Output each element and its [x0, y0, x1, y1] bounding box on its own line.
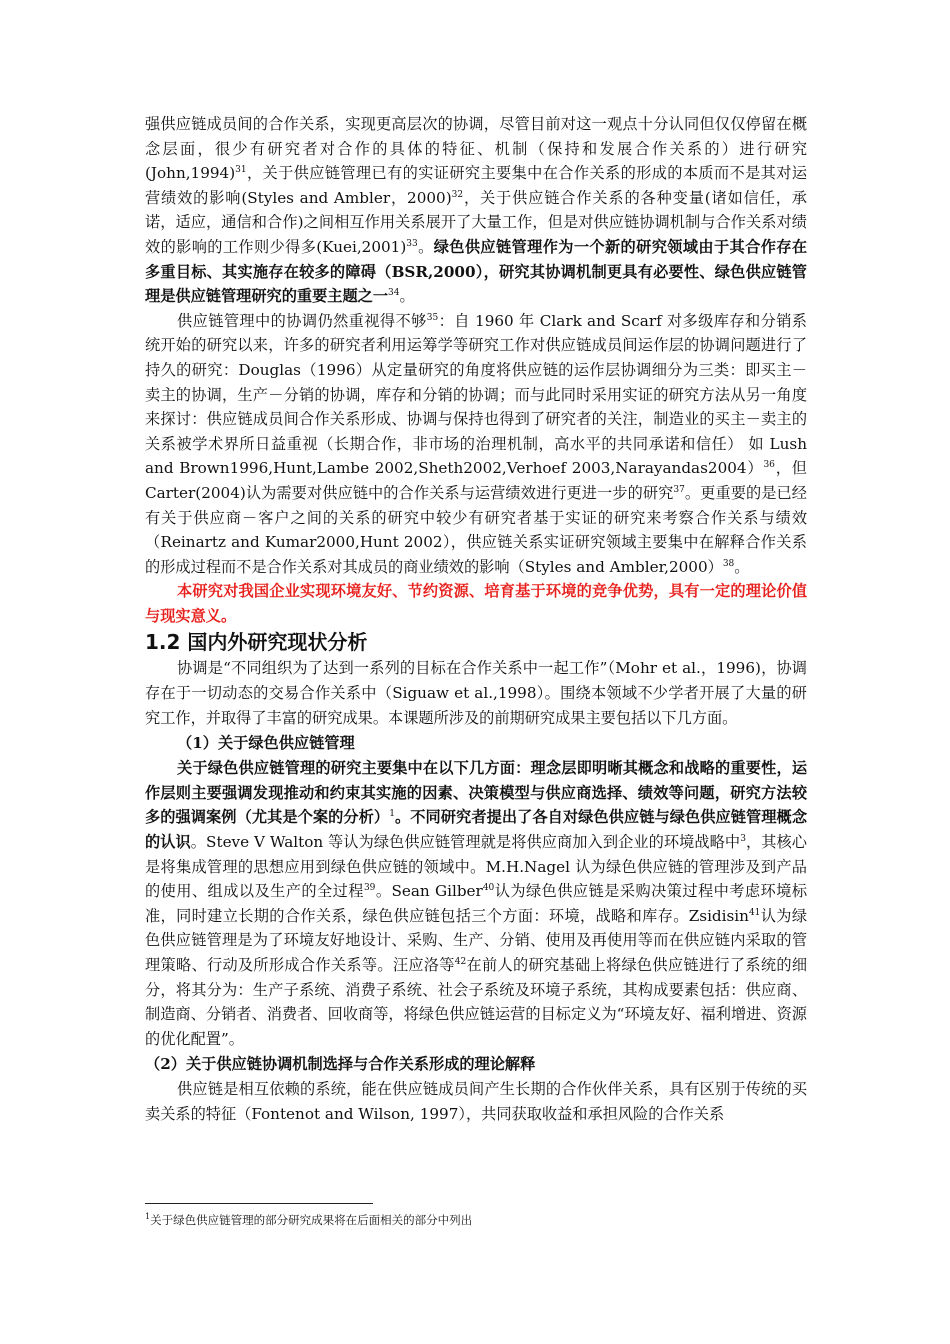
citation-ref: 36: [763, 460, 775, 471]
citation-ref: 37: [673, 484, 685, 495]
text-run: 。Sean Gilber: [375, 882, 483, 901]
paragraph-1: [145, 112, 807, 309]
citation-ref: 40: [482, 883, 495, 894]
text-run: 在前人的研究基础上将绿色供应链进行了系统的细分，将其分为：生产子系统、消费子系统、社会子系统及环境子系统，其构成要素包括：供应商、制造商、分销者、消费者、回收商等，将绿色供应链运营的目标定义为“环境友好、福利增进、资源的优化配置”。: [145, 956, 808, 1048]
citation-ref: 42: [454, 956, 467, 967]
text-run: ，但 Carter(2004)认为需要对供应链中的合作关系与运营绩效进行更进一步的研究: [145, 459, 807, 502]
text-run: 。: [734, 557, 750, 576]
footnote-ref: 1: [389, 809, 395, 820]
citation-ref: 38: [722, 558, 735, 569]
citation-ref: 32: [451, 189, 464, 200]
bold-text-run: 关于绿色供应链管理的研究主要集中在以下几方面：理念层即明晰其概念和战略的重要性，运作层则主要强调发现推动和约束其实施的因素、决策模型与供应商选择、绩效等问题，研究方法较多的强调案例（尤其是个案的分析）: [145, 759, 807, 827]
text-run: ，关于供应链合作关系的各种变量(诸如信任，承诺，适应，通信和合作)之间相互作用关系展开了大量工作，但是对供应链协调机制与合作关系对绩效的影响的工作则少得多(Kuei,2001): [145, 188, 807, 256]
footnote-number: 1: [145, 1212, 151, 1222]
text-run: 。: [417, 237, 434, 256]
paragraph-6: 供应链是相互依赖的系统，能在供应链成员间产生长期的合作伙伴关系，具有区别于传统的买卖关系的特征（Fontenot and Wilson, 1997），共同获取收益和承担风险的合作关系: [145, 1080, 807, 1123]
text-run: 。Steve V Walton 等认为绿色供应链管理就是将供应商加入到企业的环境战略中: [190, 833, 741, 852]
text-run: 。更重要的是已经有关于供应商－客户之间的关系的研究中较少有研究者基于实证的研究来考察合作关系与绩效（Reinartz and Kumar2000,Hunt 2002），供应链关系实证研究领域主要集中在解释合作关系的形成过程而不是合作关系对其成员的商业绩效的影响（Styles and Ambler,2000）: [145, 483, 807, 576]
footnote-separator: [145, 1203, 373, 1204]
paragraph-2: [145, 309, 807, 580]
bold-text-run: 。不同研究者提出了各自对绿色供应链与绿色供应链管理概念的认识: [145, 808, 808, 852]
footnote: [145, 1212, 807, 1228]
paragraph-4: 协调是“不同组织为了达到一系列的目标在合作关系中一起工作”（Mohr et al.，1996)，协调存在于一切动态的交易合作关系中（Siguaw et al.,1998）。围绕本领域不少学者开展了大量的研究工作，并取得了丰富的研究成果。本课题所涉及的前期研究成果主要包括以下几方面。: [145, 659, 807, 727]
text-run: ，关于供应链管理已有的实证研究主要集中在合作关系的形成的本质而不是其对运营绩效的影响(Styles and Ambler，2000): [145, 164, 807, 207]
text-run: 。: [399, 287, 415, 306]
citation-ref: 39: [363, 883, 376, 894]
body-text: [145, 112, 807, 1127]
paragraph-3-highlight: 本研究对我国企业实现环境友好、节约资源、培育基于环境的竞争优势，具有一定的理论价值与现实意义。: [145, 582, 807, 625]
bold-text-run: 绿色供应链管理作为一个新的研究领域由于其合作存在多重目标、其实施存在较多的障碍（BSR,2000），研究其协调机制更具有必要性、绿色供应链管理是供应链管理研究的重要主题之一: [145, 237, 808, 306]
citation-ref: 33: [406, 238, 418, 249]
section-heading-1-2: 1.2 国内外研究现状分析: [145, 630, 368, 655]
citation-ref: 41: [748, 907, 761, 918]
paragraph-5: [145, 756, 807, 1051]
text-run: 认为绿色供应链是采购决策过程中考虑环境标准，同时建立长期的合作关系，绿色供应链包括三个方面：环境，战略和库存。Zsidisin: [145, 882, 808, 925]
text-run: ：自 1960 年 Clark and Scarf 对多级库存和分销系统开始的研究以来，许多的研究者利用运筹学等研究工作对供应链成员间运作层的协调问题进行了持久的研究：Douglas（1996）从定量研究的角度将供应链的运作层协调细分为三类：即买主－卖主的协调，生产－分销的协调，库存和分销的协调；而与此同时采用实证的研究方法从另一角度来探讨：供应链成员间合作关系形成、协调与保持也得到了研究者的关注，制造业的买主－卖主的关系被学术界所日益重视（长期合作，非市场的治理机制，高水平的共同承诺和信任） 如 Lush and Brown1996,Hunt,Lambe 2002,Sheth2002,Verhoef 2003,Narayandas2004）: [145, 311, 807, 478]
subheading-1: （1）关于绿色供应链管理: [177, 734, 355, 753]
text-run: 供应链管理中的协调仍然重视得不够: [177, 311, 427, 330]
citation-ref: 35: [426, 312, 439, 323]
subheading-2: （2）关于供应链协调机制选择与合作关系形成的理论解释: [145, 1055, 536, 1074]
citation-ref: 31: [235, 165, 247, 176]
footnote-text: 关于绿色供应链管理的部分研究成果将在后面相关的部分中列出: [150, 1213, 473, 1227]
text-run: 强供应链成员间的合作关系，实现更高层次的协调，尽管目前对这一观点十分认同但仅仅停留在概念层面，很少有研究者对合作的具体的特征、机制（保持和发展合作关系的）进行研究(John,1994): [145, 115, 807, 183]
citation-ref: 34: [388, 288, 400, 299]
citation-ref: 3: [740, 833, 746, 844]
text-run: ，其核心是将集成管理的思想应用到绿色供应链的领域中。M.H.Nagel 认为绿色供应链的管理涉及到产品的使用、组成以及生产的全过程: [145, 833, 807, 901]
text-run: 认为绿色供应链管理是为了环境友好地设计、采购、生产、分销、使用及再使用等而在供应链内采取的管理策略、行动及所形成合作关系等。汪应洛等: [145, 906, 808, 974]
